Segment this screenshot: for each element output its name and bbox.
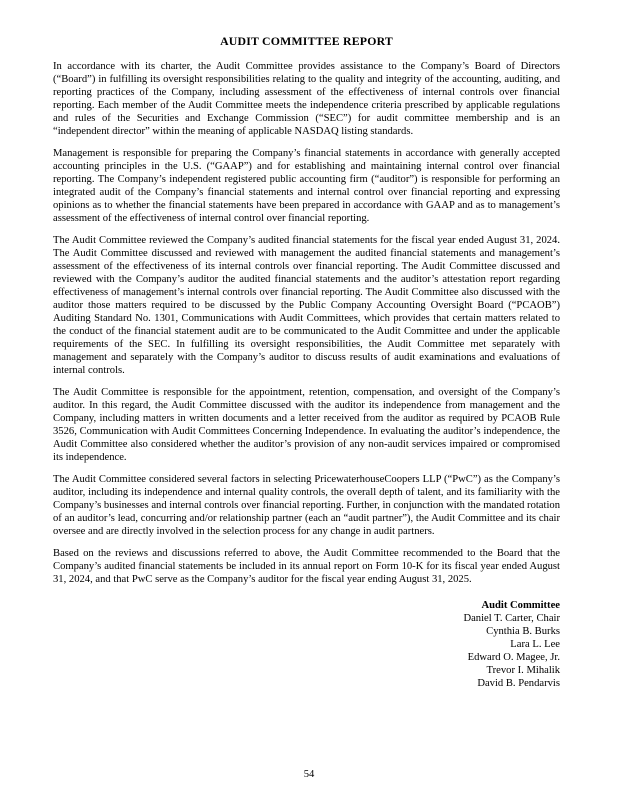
signature-member: Daniel T. Carter, Chair xyxy=(463,613,560,624)
signature-block xyxy=(53,599,560,690)
signature-member: Cynthia B. Burks xyxy=(486,626,560,637)
report-paragraph: Management is responsible for preparing the Company’s financial statements in accordance with generally accepted accounting principles in the U.S. (“GAAP”) and for establishing and maintaining internal control over financial reporting. The Company’s independent registered public accounting firm (“auditor”) is responsible for performing an integrated audit of the Company’s financial statements and internal control over financial reporting and expressing opinions as to whether the financial statements have been prepared in accordance with GAAP and as to management’s assessment of the effectiveness of internal control over financial reporting. xyxy=(53,148,560,224)
report-paragraph: The Audit Committee is responsible for the appointment, retention, compensation, and oversight of the Company’s auditor. In this regard, the Audit Committee discussed with the auditor its independence from management and the Company, including matters in written documents and a letter received from the auditor as required by PCAOB Rule 3526, Communication with Audit Committees Concerning Independence. In evaluating the auditor’s independence, the Audit Committee also considered whether the auditor’s provision of any non-audit services impaired or compromised its independence. xyxy=(53,387,560,463)
signature-member: Trevor I. Mihalik xyxy=(486,665,560,676)
page-number: 54 xyxy=(303,769,315,780)
report-paragraph: The Audit Committee considered several factors in selecting PricewaterhouseCoopers LLP (“PwC”) as the Company’s auditor, including its independence and internal quality controls, the overall depth of talent, and its familiarity with the Company’s businesses and internal controls over financial reporting. Further, in conjunction with the mandated rotation of an auditor’s lead, concurring and/or relationship partner (each an “audit partner”), the Audit Committee and its chair oversee and are directly involved in the selection process for any change in audit partners. xyxy=(53,474,560,537)
report-paragraph: Based on the reviews and discussions referred to above, the Audit Committee recommended to the Board that the Company’s audited financial statements be included in its annual report on Form 10-K for its fiscal year ended August 31, 2024, and that PwC serve as the Company’s auditor for the fiscal year ending August 31, 2025. xyxy=(53,548,560,585)
report-paragraph: The Audit Committee reviewed the Company’s audited financial statements for the fiscal year ended August 31, 2024. The Audit Committee discussed and reviewed with management the audited financial statements and management’s assessment of the effectiveness of its internal controls over financial reporting. The Audit Committee discussed and reviewed with the Company’s auditor the audited financial statements and the auditor’s attestation report regarding effectiveness of management’s internal controls over financial reporting. The Audit Committee also discussed with the auditor those matters required to be discussed by the Public Company Accounting Oversight Board (“PCAOB”) Auditing Standard No. 1301, Communications with Audit Committees, which provides that certain matters related to the conduct of the financial statement audit are to be communicated to the Audit Committee and under the applicable requirements of the SEC. In fulfilling its oversight responsibilities, the Audit Committee met separately with management and separately with the Company’s auditor to discuss results of audit examinations and evaluations of internal controls. xyxy=(53,235,560,376)
report-title: AUDIT COMMITTEE REPORT xyxy=(220,34,393,48)
signature-member: Lara L. Lee xyxy=(510,639,560,650)
signature-heading: Audit Committee xyxy=(481,600,560,611)
signature-member: Edward O. Magee, Jr. xyxy=(467,652,560,663)
report-paragraph: In accordance with its charter, the Audit Committee provides assistance to the Company’s Board of Directors (“Board”) in fulfilling its oversight responsibilities relating to the quality and integrity of the accounting, auditing, and reporting practices of the Company, including assessment of the effectiveness of internal controls over financial reporting. Each member of the Audit Committee meets the independence criteria prescribed by applicable regulations and rules of the Securities and Exchange Commission (“SEC”) for audit committee membership and is an “independent director” within the meaning of applicable NASDAQ listing standards. xyxy=(53,61,560,137)
report-body xyxy=(53,60,560,586)
signature-members xyxy=(53,612,560,690)
signature-member: David B. Pendarvis xyxy=(477,678,560,689)
